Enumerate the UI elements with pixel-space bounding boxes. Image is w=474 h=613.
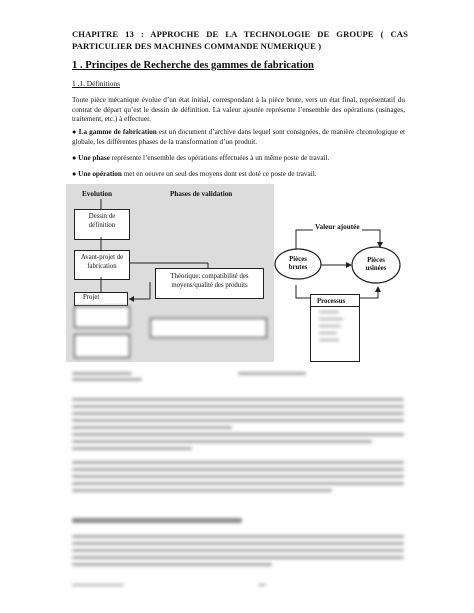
bullet-phase-term: Une phase	[78, 154, 110, 162]
box-processus	[310, 294, 360, 362]
bullet-operation-term: Une opération	[78, 170, 122, 178]
bullet-operation-text: met en oeuvre un seul des moyens dont est doté ce poste de travail.	[121, 170, 317, 178]
bullet-operation: ● Une opération met en oeuvre un seul des moyens dont est doté ce poste de travail.	[72, 170, 317, 178]
box-avant-projet: Avant-projet de fabrication	[74, 250, 130, 280]
box-dessin-definition: Dessin de définition	[74, 209, 130, 240]
intro-paragraph: Toute pièce mécanique évolue d’un état initial, correspondant à la pièce brute, vers un état final, représentatif du contrat de départ qu’est le dessin de définition. La valeur ajoutée représente l’ensemble des opérations (usinages, traitement, etc.) à effectuer.	[72, 96, 405, 124]
chapter-title: CHAPITRE 13 : APPROCHE DE LA TECHNOLOGIE DE GROUPE ( CAS PARTICULIER DES MACHINES COMMANDE NUMERIQUE )	[72, 29, 408, 51]
box-theorique: Théorique: compatibilité des moyens/qualité des produits	[155, 268, 264, 299]
bullet-phase-text: représente l’ensemble des opérations effectuées à un même poste de travail.	[109, 154, 330, 162]
box-processus-blurred	[311, 307, 359, 337]
bullet-phase: ● Une phase représente l’ensemble des opérations effectuées à un même poste de travail.	[72, 154, 330, 162]
bullet-gamme: ● La gamme de fabrication est un document d’archive dans lequel sont consignées, de manière chronologique et globale, les différentes phases de la transformation d’un produit.	[72, 128, 406, 146]
subsection-title: 1 .1. Définitions	[72, 79, 121, 88]
bullet-gamme-text: est un document d’archive dans lequel sont consignées, de manière chronologique et globale, les différentes phases de la transformation d’un produit.	[72, 128, 406, 146]
bullet-gamme-term: La gamme de fabrication	[78, 128, 157, 136]
figure-label-valeur-ajoutee: Valeur ajoutée	[315, 223, 360, 231]
box-processus-title: Processus	[311, 295, 359, 307]
node-pieces-usinees: Pièces usinées	[365, 257, 387, 272]
figure-label-phases: Phases de validation	[170, 190, 233, 198]
node-pieces-brutes: Pièces brutes	[288, 256, 308, 271]
section-title: 1 . Principes de Recherche des gammes de fabrication	[72, 60, 314, 71]
figure-label-evolution: Evolution	[82, 190, 112, 198]
box-projet-label: Projet	[83, 294, 100, 301]
